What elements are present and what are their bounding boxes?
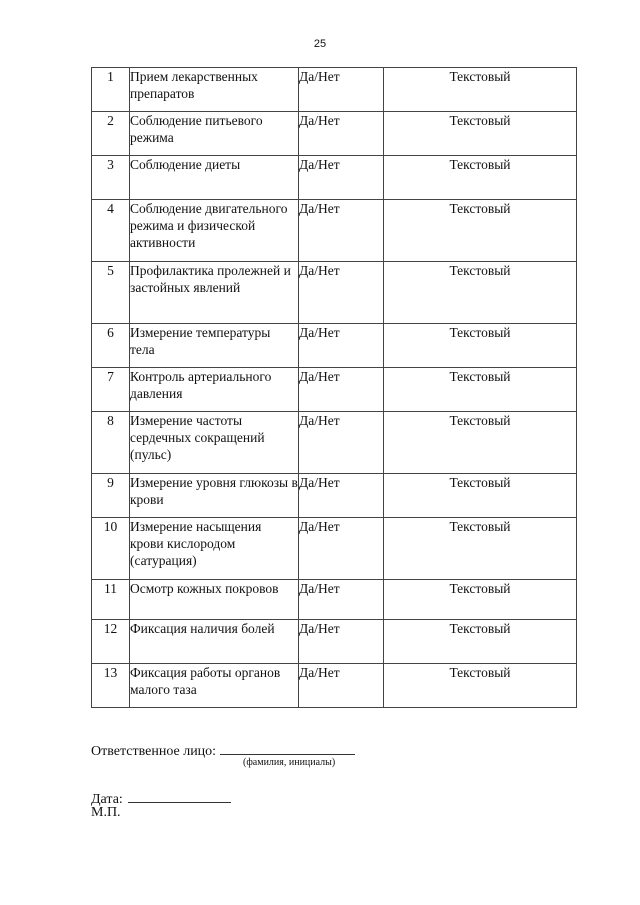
date-line[interactable] [128, 788, 231, 803]
row-number: 9 [92, 474, 130, 518]
row-name: Соблюдение питьевого режима [130, 112, 299, 156]
table-row [92, 620, 577, 664]
row-answer: Да/Нет [299, 620, 384, 664]
responsible-label: Ответственное лицо: [91, 744, 217, 759]
row-name: Фиксация наличия болей [130, 620, 299, 664]
row-number: 11 [92, 580, 130, 620]
row-answer: Да/Нет [299, 368, 384, 412]
row-number: 1 [92, 68, 130, 112]
table-row [92, 112, 577, 156]
responsible-hint: (фамилия, инициалы) [243, 757, 336, 768]
checklist-table [91, 67, 577, 708]
row-answer: Да/Нет [299, 580, 384, 620]
row-type: Текстовый [384, 368, 577, 412]
row-answer: Да/Нет [299, 324, 384, 368]
row-number: 10 [92, 518, 130, 580]
row-answer: Да/Нет [299, 518, 384, 580]
checklist-rows [92, 68, 577, 708]
row-answer: Да/Нет [299, 112, 384, 156]
row-number: 7 [92, 368, 130, 412]
row-name: Контроль артериального давления [130, 368, 299, 412]
row-number: 3 [92, 156, 130, 200]
row-name: Измерение частоты сердечных сокращений (пульс) [130, 412, 299, 474]
table-row [92, 580, 577, 620]
row-type: Текстовый [384, 620, 577, 664]
row-name: Измерение уровня глюкозы в крови [130, 474, 299, 518]
row-type: Текстовый [384, 474, 577, 518]
table-row [92, 262, 577, 324]
row-name: Фиксация работы органов малого таза [130, 664, 299, 708]
row-name: Профилактика пролежней и застойных явлений [130, 262, 299, 324]
row-type: Текстовый [384, 412, 577, 474]
row-type: Текстовый [384, 580, 577, 620]
row-type: Текстовый [384, 324, 577, 368]
row-name: Соблюдение двигательного режима и физической активности [130, 200, 299, 262]
row-number: 8 [92, 412, 130, 474]
row-name: Прием лекарственных препаратов [130, 68, 299, 112]
table-row [92, 518, 577, 580]
table-row [92, 368, 577, 412]
row-answer: Да/Нет [299, 262, 384, 324]
stamp-label: М.П. [91, 805, 121, 820]
row-type: Текстовый [384, 262, 577, 324]
responsible-signature-line[interactable] [220, 740, 355, 755]
table-row [92, 474, 577, 518]
row-number: 4 [92, 200, 130, 262]
row-name: Соблюдение диеты [130, 156, 299, 200]
row-type: Текстовый [384, 518, 577, 580]
row-answer: Да/Нет [299, 156, 384, 200]
row-type: Текстовый [384, 664, 577, 708]
row-answer: Да/Нет [299, 200, 384, 262]
row-answer: Да/Нет [299, 412, 384, 474]
row-number: 2 [92, 112, 130, 156]
row-answer: Да/Нет [299, 68, 384, 112]
row-name: Измерение насыщения крови кислородом (сатурация) [130, 518, 299, 580]
date-label: Дата: [91, 792, 123, 807]
table-row [92, 68, 577, 112]
row-type: Текстовый [384, 112, 577, 156]
table-row [92, 324, 577, 368]
table-row [92, 412, 577, 474]
row-number: 13 [92, 664, 130, 708]
row-name: Измерение температуры тела [130, 324, 299, 368]
row-number: 5 [92, 262, 130, 324]
row-answer: Да/Нет [299, 474, 384, 518]
row-name: Осмотр кожных покровов [130, 580, 299, 620]
table-row [92, 664, 577, 708]
row-number: 6 [92, 324, 130, 368]
table-row [92, 156, 577, 200]
table-row [92, 200, 577, 262]
row-type: Текстовый [384, 68, 577, 112]
page-number: 25 [313, 38, 327, 50]
row-type: Текстовый [384, 200, 577, 262]
row-answer: Да/Нет [299, 664, 384, 708]
row-type: Текстовый [384, 156, 577, 200]
row-number: 12 [92, 620, 130, 664]
